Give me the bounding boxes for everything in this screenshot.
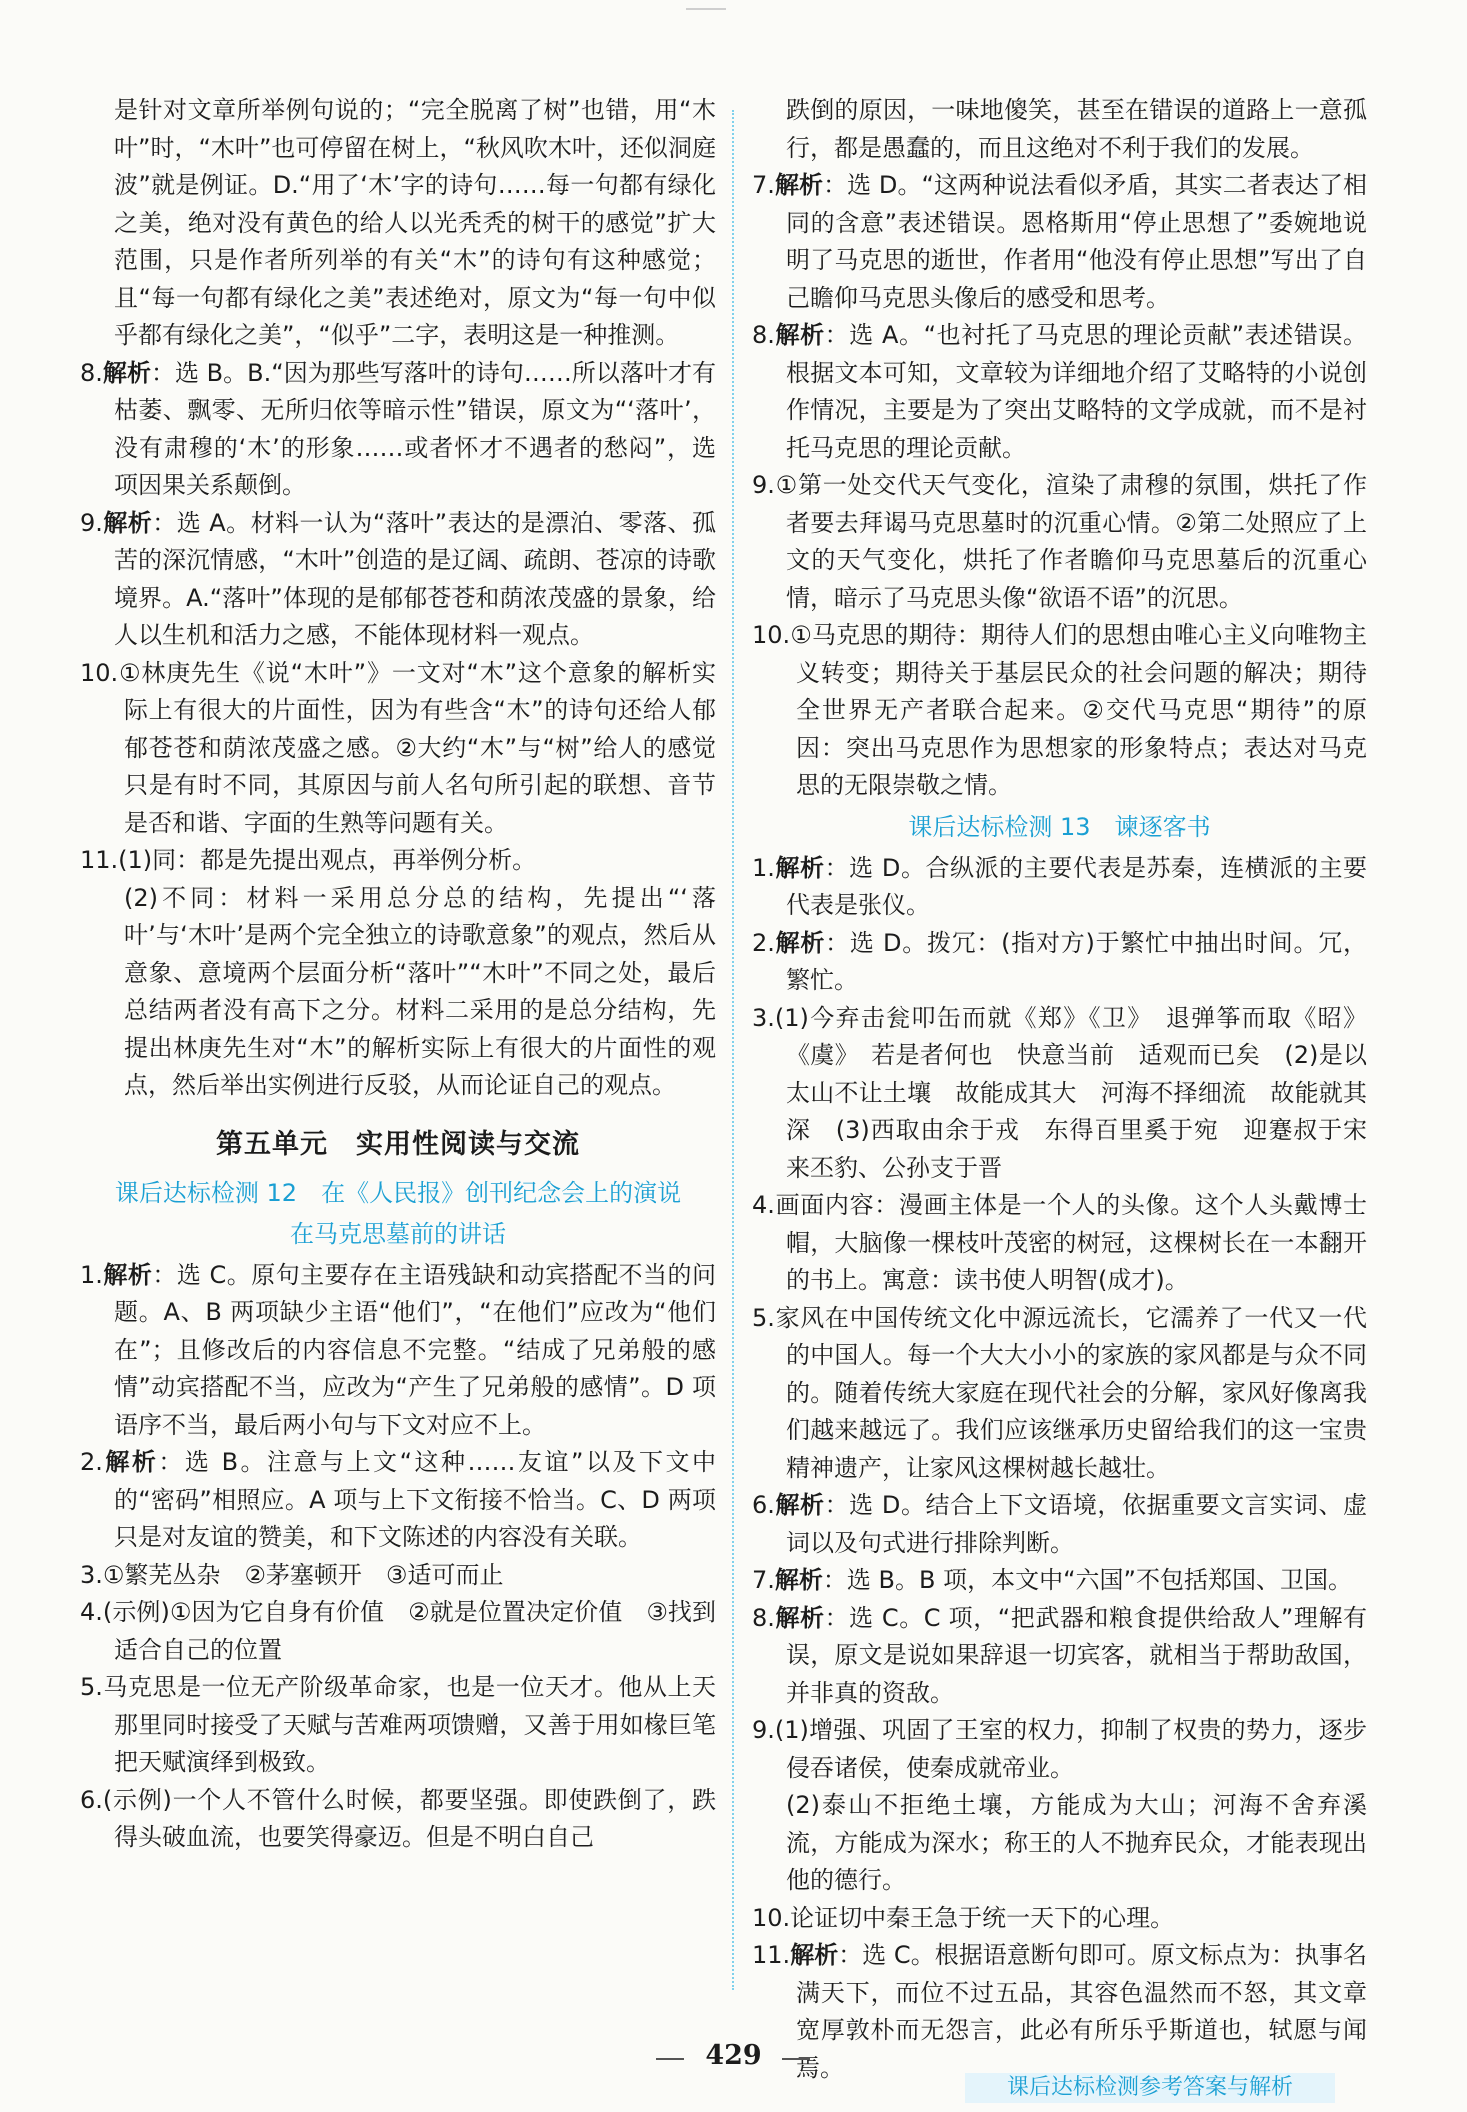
answer-item xyxy=(80,1594,716,1669)
item-number: 6. xyxy=(752,1491,775,1519)
column-divider xyxy=(732,110,734,1990)
item-number: 10. xyxy=(752,621,791,649)
analysis-label: 解析 xyxy=(102,358,151,387)
item-number: 6. xyxy=(80,1785,103,1814)
item-number: 4. xyxy=(752,1191,775,1219)
item-text: ：选 D。拨冗：(指对方)于繁忙中抽出时间。冗，繁忙。 xyxy=(786,928,1368,994)
analysis-label: 解析 xyxy=(774,853,825,882)
answer-item xyxy=(752,1300,1367,1488)
section-heading: 课后达标检测 12 在《人民报》创刊纪念会上的演说 xyxy=(114,1178,682,1207)
item-number: 8. xyxy=(752,321,775,349)
answer-item xyxy=(752,925,1367,1000)
item-number: 7. xyxy=(752,1566,775,1594)
section-heading: 在马克思墓前的讲话 xyxy=(290,1219,506,1248)
item-text: ：选 C。原句主要存在主语残缺和动宾搭配不当的问题。A、B 两项缺少主语“他们”，“在他们”应改为“他们在”；且修改后的内容信息不完整。“结成了兄弟般的感情”动宾搭配不当，应改为“产生了兄弟般的感情”。D 项语序不当，最后两小句与下文对应不上。 xyxy=(114,1260,716,1439)
unit-heading: 第五单元 实用性阅读与交流 xyxy=(216,1128,580,1160)
answer-item xyxy=(80,355,716,505)
item-text: ①第一处交代天气变化，渲染了肃穆的氛围，烘托了作者要去拜谒马克思墓时的沉重心情。②第二处照应了上文的天气变化，烘托了作者瞻仰马克思墓后的沉重心情，暗示了马克思头像“欲语不语”的沉思。 xyxy=(774,471,1367,612)
answer-item xyxy=(752,317,1367,467)
answer-item xyxy=(752,1600,1367,1713)
analysis-label: 解析 xyxy=(102,1260,153,1289)
answer-item xyxy=(80,1557,716,1595)
item-number: 5. xyxy=(752,1303,775,1332)
item-number: 8. xyxy=(752,1603,775,1632)
item-number: 9. xyxy=(80,508,103,537)
item-text: (1)同：都是先提出观点，再举例分析。 xyxy=(118,846,537,874)
item-number: 10. xyxy=(80,658,119,687)
item-number: 3. xyxy=(80,1560,103,1589)
answer-item xyxy=(752,167,1367,317)
item-text: 家风在中国传统文化中源远流长，它濡养了一代又一代的中国人。每一个大大小小的家族的家风都是与众不同的。随着传统大家庭在现代社会的分解，家风好像离我们越来越远了。我们应该继承历史留给我们的这一宝贵精神遗产，让家风这棵树越长越壮。 xyxy=(774,1303,1367,1482)
footer-section-label: 课后达标检测参考答案与解析 xyxy=(965,2073,1335,2103)
item-text: ①马克思的期待：期待人们的思想由唯心主义向唯物主义转变；期待关于基层民众的社会问题的解决；期待全世界无产者联合起来。②交代马克思“期待”的原因：突出马克思作为思想家的形象特点；表达对马克思的无限崇敬之情。 xyxy=(790,621,1367,799)
item-text: 画面内容：漫画主体是一个人的头像。这个人头戴博士帽，大脑像一棵枝叶茂密的树冠，这棵树长在一本翻开的书上。寓意：读书使人明智(成才)。 xyxy=(774,1191,1367,1294)
answer-item xyxy=(752,617,1367,805)
item-text: ：选 A。“也衬托了马克思的理论贡献”表述错误。根据文本可知，文章较为详细地介绍了艾略特的小说创作情况，主要是为了突出艾略特的文学成就，而不是衬托马克思的理论贡献。 xyxy=(786,321,1368,462)
paragraph: 跌倒的原因，一味地傻笑，甚至在错误的道路上一意孤行，都是愚蠢的，而且这绝对不利于我们的发展。 xyxy=(786,96,1367,162)
top-rule xyxy=(686,8,726,10)
item-number: 7. xyxy=(752,171,775,199)
item-text: ：选 B。B.“因为那些写落叶的诗句……所以落叶才有枯萎、飘零、无所归依等暗示性”错误，原文为“‘落叶’，没有肃穆的‘木’的形象……或者怀才不遇者的愁闷”，选项因果关系颠倒。 xyxy=(114,358,717,499)
item-number: 3. xyxy=(752,1003,775,1032)
right-column xyxy=(752,92,1391,2087)
answer-item xyxy=(80,1782,716,1857)
item-number: 1. xyxy=(752,853,775,882)
item-text: ：选 D。结合上下文语境，依据重要文言实词、虚词以及句式进行排除判断。 xyxy=(786,1491,1368,1557)
answer-item xyxy=(752,1000,1391,1188)
item-text: ：选 A。材料一认为“落叶”表达的是漂泊、零落、孤苦的深沉情感，“木叶”创造的是辽阔、疏朗、苍凉的诗歌境界。A.“落叶”体现的是郁郁苍苍和荫浓茂盛的景象，给人以生机和活力之感，不能体现材料一观点。 xyxy=(114,508,716,649)
item-number: 8. xyxy=(80,358,103,387)
analysis-label: 解析 xyxy=(790,1941,839,1969)
item-text: 论证切中秦王急于统一天下的心理。 xyxy=(790,1903,1175,1932)
answer-item xyxy=(80,842,716,880)
analysis-label: 解析 xyxy=(774,171,824,199)
answer-item xyxy=(752,1487,1367,1562)
item-text: ①林庚先生《说“木叶”》一文对“木”这个意象的解析实际上有很大的片面性，因为有些含“木”的诗句还给人郁郁苍苍和荫浓茂盛之感。②大约“木”与“树”给人的感觉只是有时不同，其原因与前人名句所引起的联想、音节是否和谐、字面的生熟等问题有关。 xyxy=(118,658,716,837)
item-number: 5. xyxy=(80,1673,103,1701)
item-text: ：选 C。根据语意断句即可。原文标点为：执事名满天下，而位不过五品，其容色温然而不怒，其文章宽厚敦朴而无怨言，此必有所乐乎斯道也，轼愿与闻焉。 xyxy=(796,1941,1368,2082)
analysis-label: 解析 xyxy=(774,928,826,957)
answer-item xyxy=(752,850,1367,925)
answer-item xyxy=(80,505,716,655)
answer-item xyxy=(752,467,1367,617)
item-number: 9. xyxy=(752,471,775,499)
item-number: 4. xyxy=(80,1598,103,1626)
paragraph: 是针对文章所举例句说的；“完全脱离了树”也错，用“木叶”时，“木叶”也可停留在树上，“秋风吹木叶，还似洞庭波”就是例证。D.“用了‘木’字的诗句……每一句都有绿化之美，绝对没有黄色的给人以光秃秃的树干的感觉”扩大范围，只是作者所列举的有关“木”的诗句有这种感觉；且“每一句都有绿化之美”表述绝对，原文为“每一句中似乎都有绿化之美”，“似乎”二字，表明这是一种推测。 xyxy=(114,96,716,349)
analysis-label: 解析 xyxy=(774,1566,823,1594)
analysis-label: 解析 xyxy=(774,1491,825,1519)
item-text: (1)增强、巩固了王室的权力，抑制了权贵的势力，逐步侵吞诸侯，使秦成就帝业。 xyxy=(774,1716,1367,1782)
analysis-label: 解析 xyxy=(774,321,825,349)
item-text: (示例)一个人不管什么时候，都要坚强。即使跌倒了，跌得头破血流，也要笑得豪迈。但是不明白自己 xyxy=(102,1785,716,1851)
paragraph: (2)不同：材料一采用总分总的结构，先提出“‘落叶’与‘木叶’是两个完全独立的诗歌意象”的观点，然后从意象、意境两个层面分析“落叶”“木叶”不同之处，最后总结两者没有高下之分。材料二采用的是总分结构，先提出林庚先生对“木”的解析实际上有很大的片面性的观点，然后举出实例进行反驳，从而论证自己的观点。 xyxy=(124,883,716,1099)
paragraph: (2)泰山不拒绝土壤，方能成为大山；河海不舍弃溪流，方能成为深水；称王的人不抛弃民众，才能表现出他的德行。 xyxy=(786,1791,1367,1894)
item-text: ：选 D。合纵派的主要代表是苏秦，连横派的主要代表是张仪。 xyxy=(786,853,1368,919)
section-heading: 课后达标检测 13 谏逐客书 xyxy=(908,812,1211,841)
item-text: (示例)①因为它自身有价值 ②就是位置决定价值 ③找到适合自己的位置 xyxy=(102,1598,716,1664)
analysis-label: 解析 xyxy=(102,1448,159,1476)
answer-item xyxy=(752,1187,1367,1300)
answer-item xyxy=(752,1562,1367,1600)
left-column xyxy=(80,92,716,1857)
analysis-label: 解析 xyxy=(774,1603,825,1632)
answer-item xyxy=(80,655,716,843)
item-number: 10. xyxy=(752,1903,791,1932)
item-number: 11. xyxy=(752,1941,791,1969)
page-number-dash-right xyxy=(782,2058,810,2060)
answer-item xyxy=(80,1257,716,1445)
item-number: 2. xyxy=(80,1448,103,1476)
item-text: (1)今弃击瓮叩缶而就《郑》《卫》 退弹筝而取《昭》《虞》 若是者何也 快意当前 适观而已矣 (2)是以太山不让土壤 故能成其大 河海不择细流 故能就其深 (3)西取由余于戎 东得百里奚于宛 迎蹇叔于宋 来丕豹、公孙支于晋 xyxy=(774,1003,1391,1182)
item-text: ：选 D。“这两种说法看似矛盾，其实二者表达了相同的含意”表述错误。恩格斯用“停止思想了”委婉地说明了马克思的逝世，作者用“他没有停止思想”写出了自己瞻仰马克思头像后的感受和思考。 xyxy=(786,171,1368,312)
page-number: 429 xyxy=(705,2040,762,2071)
item-number: 9. xyxy=(752,1716,775,1744)
item-number: 2. xyxy=(752,928,775,957)
answer-item xyxy=(752,1900,1367,1938)
answer-item xyxy=(80,1444,716,1557)
answer-item xyxy=(80,1669,716,1782)
item-text: ：选 C。C 项，“把武器和粮食提供给敌人”理解有误，原文是说如果辞退一切宾客，就相当于帮助敌国，并非真的资敌。 xyxy=(786,1603,1368,1707)
item-text: ①繁芜丛杂 ②茅塞顿开 ③适可而止 xyxy=(102,1560,504,1589)
analysis-label: 解析 xyxy=(102,508,153,537)
item-text: ：选 B。B 项，本文中“六国”不包括郑国、卫国。 xyxy=(822,1566,1352,1594)
item-text: ：选 B。注意与上文“这种……友谊”以及下文中的“密码”相照应。A 项与上下文衔接不恰当。C、D 两项只是对友谊的赞美，和下文陈述的内容没有关联。 xyxy=(114,1448,716,1551)
item-number: 1. xyxy=(80,1260,103,1289)
item-number: 11. xyxy=(80,846,119,874)
item-text: 马克思是一位无产阶级革命家，也是一位天才。他从上天那里同时接受了天赋与苦难两项馈赠，又善于用如椽巨笔把天赋演绎到极致。 xyxy=(102,1673,716,1776)
answer-item xyxy=(752,1712,1367,1787)
